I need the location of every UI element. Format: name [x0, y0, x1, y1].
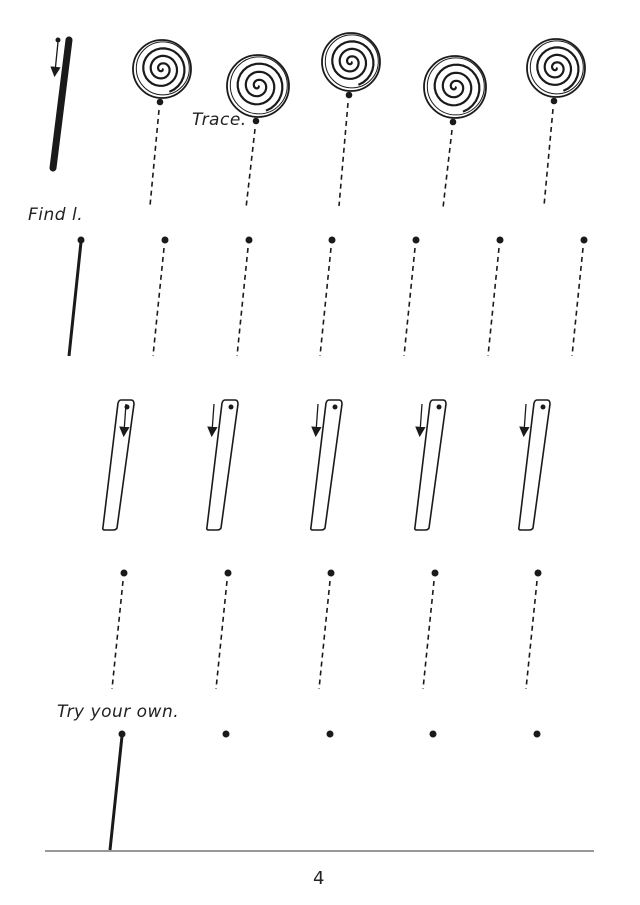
model-stroke-top: [53, 38, 69, 169]
dotted-stroke: [153, 237, 169, 357]
lollipop-candy-icon: [527, 39, 585, 97]
dotted-stroke: [319, 570, 335, 690]
outline-stroke: [415, 400, 446, 530]
lollipop: [227, 55, 289, 208]
lollipop-candy-icon: [133, 40, 191, 98]
dotted-stroke: [112, 570, 128, 690]
page-number: 4: [313, 868, 325, 889]
outline-stroke-row: [103, 400, 550, 530]
outline-stroke: [103, 400, 134, 530]
lollipop: [133, 40, 191, 206]
model-stroke-find: [69, 237, 85, 357]
outline-stroke: [519, 400, 550, 530]
direction-arrow-icon: [212, 404, 214, 432]
trace-label: Trace.: [192, 110, 247, 130]
start-dot: [430, 731, 437, 738]
dotted-stroke: [404, 237, 420, 357]
start-dot: [534, 731, 541, 738]
outline-stroke: [311, 400, 342, 530]
direction-arrow-icon: [420, 404, 422, 432]
dotted-stroke: [526, 570, 542, 690]
trace-row-2: [112, 570, 542, 690]
trace-row-1: [153, 237, 588, 357]
lollipop: [424, 56, 486, 208]
dotted-stroke: [423, 570, 439, 690]
start-dot: [223, 731, 230, 738]
direction-arrow-icon: [524, 404, 526, 432]
direction-arrow-icon: [316, 404, 318, 432]
model-stroke-try: [110, 731, 126, 851]
start-dot: [327, 731, 334, 738]
lollipop-candy-icon: [322, 33, 380, 91]
lollipop: [527, 39, 585, 206]
find-label: Find l.: [28, 205, 84, 225]
dotted-stroke: [320, 237, 336, 357]
dotted-stroke: [488, 237, 504, 357]
try-label: Try your own.: [57, 702, 180, 722]
lollipop-candy-icon: [227, 55, 289, 117]
dotted-stroke: [237, 237, 253, 357]
start-dots-row: [223, 731, 541, 738]
outline-stroke: [207, 400, 238, 530]
lollipop-candy-icon: [424, 56, 486, 118]
dotted-stroke: [216, 570, 232, 690]
lollipop: [322, 33, 380, 206]
direction-arrow-icon: [55, 42, 58, 72]
dotted-stroke: [572, 237, 588, 357]
